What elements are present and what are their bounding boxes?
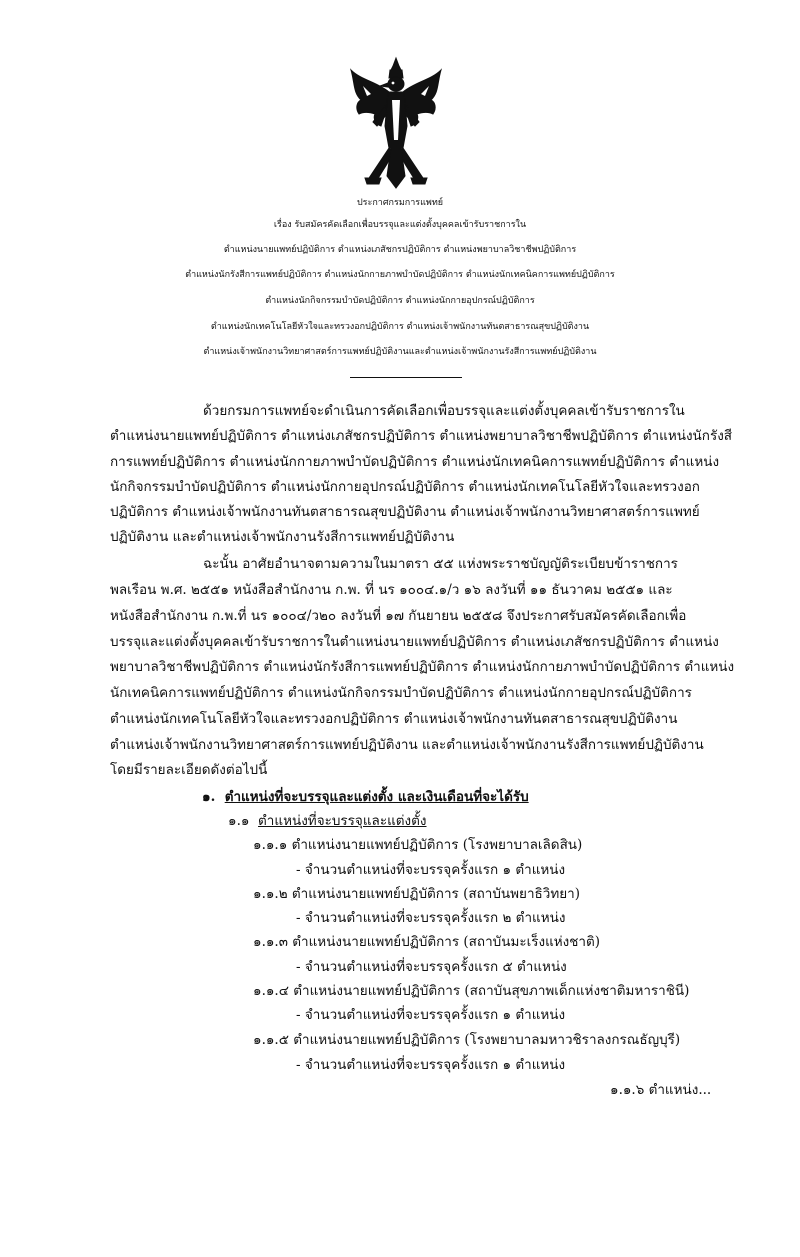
- section-title: ตำแหน่งที่จะบรรจุและแต่งตั้ง และเงินเดือนที่จะได้รับ: [224, 789, 529, 805]
- paragraph-line: พลเรือน พ.ศ. ๒๕๕๑ หนังสือสำนักงาน ก.พ. ที่ นร ๑๐๐๔.๑/ว ๑๖ ลงวันที่ ๑๑ ธันวาคม ๒๕๕๑ และ: [110, 582, 673, 598]
- subject-line: ตำแหน่งนักเทคโนโลยีหัวใจและทรวงอกปฏิบัติการ ตำแหน่งเจ้าพนักงานทันตสาธารณสุขปฏิบัติงาน: [210, 322, 590, 332]
- paragraph-line: นักเทคนิคการแพทย์ปฏิบัติการ ตำแหน่งนักกิจกรรมบำบัดปฏิบัติการ ตำแหน่งนักกายอุปกรณ์ปฏิบัติการ: [110, 685, 692, 701]
- paragraph-line: การแพทย์ปฏิบัติการ ตำแหน่งนักกายภาพบำบัดปฏิบัติการ ตำแหน่งนักเทคนิคการแพทย์ปฏิบัติการ ตำแหน่ง: [110, 454, 720, 470]
- position-item: ๑.๑.๒ ตำแหน่งนายแพทย์ปฏิบัติการ (สถาบันพยาธิวิทยา): [253, 886, 580, 902]
- paragraph-line: ตำแหน่งเจ้าพนักงานวิทยาศาสตร์การแพทย์ปฏิบัติงาน และตำแหน่งเจ้าพนักงานรังสีการแพทย์ปฏิบัติงาน: [110, 737, 704, 753]
- subject-line: ตำแหน่งนายแพทย์ปฏิบัติการ ตำแหน่งเภสัชกรปฏิบัติการ ตำแหน่งพยาบาลวิชาชีพปฏิบัติการ: [223, 245, 577, 255]
- paragraph-line: โดยมีรายละเอียดดังต่อไปนี้: [110, 762, 268, 778]
- position-item: ๑.๑.๔ ตำแหน่งนายแพทย์ปฏิบัติการ (สถาบันสุขภาพเด็กแห่งชาติมหาราชินี): [253, 983, 690, 999]
- paragraph-line: ฉะนั้น อาศัยอำนาจตามความในมาตรา ๕๕ แห่งพระราชบัญญัติระเบียบข้าราชการ: [203, 556, 678, 572]
- subsection-title: ตำแหน่งที่จะบรรจุและแต่งตั้ง: [258, 813, 427, 829]
- document-title: ประกาศกรมการแพทย์: [356, 198, 444, 208]
- paragraph-line: พยาบาลวิชาชีพปฏิบัติการ ตำแหน่งนักรังสีการแพทย์ปฏิบัติการ ตำแหน่งนักกายภาพบำบัดปฏิบัติการ ตำแหน่ง: [110, 659, 735, 675]
- paragraph-line: ตำแหน่งนายแพทย์ปฏิบัติการ ตำแหน่งเภสัชกรปฏิบัติการ ตำแหน่งพยาบาลวิชาชีพปฏิบัติการ ตำแหน่งนักรังสี: [110, 428, 733, 444]
- position-count: - จำนวนตำแหน่งที่จะบรรจุครั้งแรก ๑ ตำแหน่ง: [296, 1057, 566, 1073]
- section-heading: [202, 785, 529, 807]
- paragraph-line: นักกิจกรรมบำบัดปฏิบัติการ ตำแหน่งนักกายอุปกรณ์ปฏิบัติการ ตำแหน่งนักเทคโนโลยีหัวใจและทรวงอก: [110, 479, 700, 495]
- position-item: ๑.๑.๕ ตำแหน่งนายแพทย์ปฏิบัติการ (โรงพยาบาลมหาวชิราลงกรณธัญบุรี): [253, 1032, 681, 1048]
- paragraph-line: ด้วยกรมการแพทย์จะดำเนินการคัดเลือกเพื่อบรรจุและแต่งตั้งบุคคลเข้ารับราชการใน: [203, 403, 685, 419]
- position-count: - จำนวนตำแหน่งที่จะบรรจุครั้งแรก ๑ ตำแหน่ง: [296, 1007, 566, 1023]
- subsection-heading: [228, 809, 427, 831]
- section-number: ๑.: [202, 789, 216, 805]
- divider: [350, 377, 462, 378]
- position-item: ๑.๑.๓ ตำแหน่งนายแพทย์ปฏิบัติการ (สถาบันมะเร็งแห่งชาติ): [253, 934, 601, 950]
- position-count: - จำนวนตำแหน่งที่จะบรรจุครั้งแรก ๑ ตำแหน่ง: [296, 862, 566, 878]
- subject-line: ตำแหน่งนักกิจกรรมบำบัดปฏิบัติการ ตำแหน่งนักกายอุปกรณ์ปฏิบัติการ: [265, 296, 535, 306]
- continuation-marker: ๑.๑.๖ ตำแหน่ง...: [610, 1082, 712, 1098]
- subject-line: ตำแหน่งนักรังสีการแพทย์ปฏิบัติการ ตำแหน่งนักกายภาพบำบัดปฏิบัติการ ตำแหน่งนักเทคนิคการแพทย์ปฏิบัติการ: [185, 270, 615, 280]
- subject-line: เรื่อง รับสมัครคัดเลือกเพื่อบรรจุและแต่งตั้งบุคคลเข้ารับราชการใน: [273, 220, 527, 230]
- paragraph-line: ตำแหน่งนักเทคโนโลยีหัวใจและทรวงอกปฏิบัติการ ตำแหน่งเจ้าพนักงานทันตสาธารณสุขปฏิบัติงาน: [110, 711, 678, 727]
- paragraph-line: ปฏิบัติการ ตำแหน่งเจ้าพนักงานทันตสาธารณสุขปฏิบัติงาน ตำแหน่งเจ้าพนักงานวิทยาศาสตร์การแพทย์: [110, 504, 700, 520]
- subsection-number: ๑.๑: [228, 813, 250, 829]
- paragraph-line: บรรจุและแต่งตั้งบุคคลเข้ารับราชการในตำแหน่งนายแพทย์ปฏิบัติการ ตำแหน่งเภสัชกรปฏิบัติการ ตำแหน่ง: [110, 634, 719, 650]
- paragraph-line: ปฏิบัติงาน และตำแหน่งเจ้าพนักงานรังสีการแพทย์ปฏิบัติงาน: [110, 529, 455, 545]
- paragraph-line: หนังสือสำนักงาน ก.พ.ที่ นร ๑๐๐๔/ว๒๐ ลงวันที่ ๑๗ กันยายน ๒๕๕๘ จึงประกาศรับสมัครคัดเลือกเพื่อ: [110, 608, 687, 624]
- garuda-emblem-icon: [347, 56, 445, 192]
- position-count: - จำนวนตำแหน่งที่จะบรรจุครั้งแรก ๕ ตำแหน่ง: [296, 959, 567, 975]
- position-item: ๑.๑.๑ ตำแหน่งนายแพทย์ปฏิบัติการ (โรงพยาบาลเลิดสิน): [253, 837, 583, 853]
- position-count: - จำนวนตำแหน่งที่จะบรรจุครั้งแรก ๒ ตำแหน่ง: [296, 910, 566, 926]
- subject-line: ตำแหน่งเจ้าพนักงานวิทยาศาสตร์การแพทย์ปฏิบัติงานและตำแหน่งเจ้าพนักงานรังสีการแพทย์ปฏิบัติงาน: [203, 347, 597, 357]
